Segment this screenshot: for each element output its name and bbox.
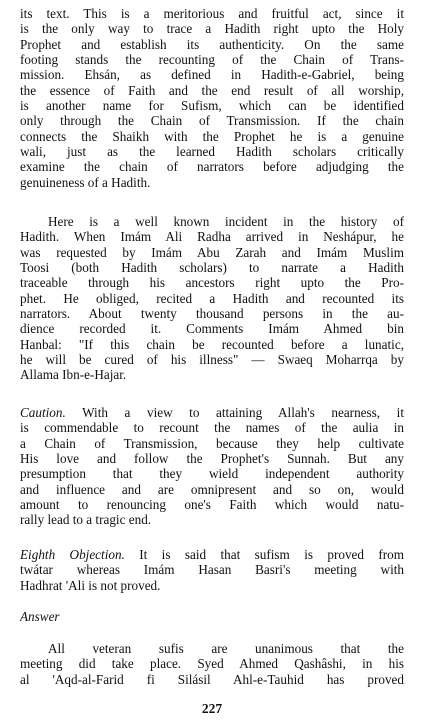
text-line [20,451,404,466]
line-text: only through the Chain of Transmission. If the chain [20,113,404,129]
text-line [20,367,404,382]
line-text: Hadhrat 'Ali is not proved. [20,577,161,593]
line-text: is another name for Sufism, which can be identified [20,97,404,113]
paragraph [20,6,404,190]
text-line [20,672,404,687]
text-line [20,306,404,321]
line-text: amount to renouncing one's Faith which would natu- [20,496,404,512]
text-line [20,512,404,527]
line-text: presumption that they wield independent authority [20,466,404,482]
line-text: Prophet and establish its authenticity. On the same [20,36,404,52]
text-line [20,37,404,52]
line-text: and influence and are omnipresent and so on, would [20,481,404,497]
text-line [20,641,404,656]
text-line [20,466,404,481]
line-text: dience recorded it. Comments Imám Ahmed bin [20,321,404,337]
line-text: Answer [20,609,60,624]
line-text: footing stands the recounting of the Chain of Trans- [20,51,404,67]
line-text: he will be cured of his illness" — Swaeq Moharrqa by [20,351,404,367]
line-text: was requested by Imám Abu Zarah and Imám Muslim [20,244,404,260]
line-text: Toosi (both Hadith scholars) to narrate a Hadith [20,259,404,275]
page-number: 227 [201,701,223,716]
text-line [20,656,404,671]
paragraph [20,405,404,528]
text-line [20,229,404,244]
text-line [20,578,404,593]
text-line [20,547,404,562]
line-text: connects the Shaikh with the Prophet he is a genuine [20,128,404,144]
text-line [20,420,404,435]
text-line [20,436,404,451]
lead-label: Caution. [20,405,66,420]
text-line [20,21,404,36]
text-line [20,214,404,229]
line-text: twátar whereas Imám Hasan Basri's meeting with [20,562,404,578]
line-text: mission. Ehsán, as defined in Hadith-e-Gabriel, being [20,67,404,83]
paragraph [20,547,404,593]
line-text: is commendable to recount the names of the aulia in [20,420,404,436]
line-text: Hanbal: "If this chain be recounted before a lunatic, [20,336,404,352]
line-text: is the only way to trace a Hadith right upto the Holy [20,21,404,37]
text-line [20,67,404,82]
text-line [20,321,404,336]
text-line [20,352,404,367]
line-text: Hadith. When Imám Ali Radha arrived in Neshápur, he [20,229,404,245]
text-line [20,129,404,144]
line-text: phet. He obliged, recited a Hadith and recounted its [20,290,404,306]
paragraph [20,609,404,624]
line-text: its text. This is a meritorious and fruitful act, since it [20,6,404,21]
text-line [20,260,404,275]
text-line [20,562,404,577]
line-text: the essence of Faith and the end result of all worship, [20,82,404,98]
line-text: wali, just as the learned Hadith scholars critically [20,143,404,159]
text-line [20,159,404,174]
text-line [20,245,404,260]
text-line [20,337,404,352]
text-line [20,497,404,512]
text-line [20,275,404,290]
line-text: Here is a well known incident in the history of [48,214,404,229]
line-text: His love and follow the Prophet's Sunnah. But any [20,450,404,466]
text-line [20,52,404,67]
text-line [20,405,404,420]
line-text: genuineness of a Hadith. [20,174,151,190]
line-text: narrators. About twenty thousand persons in the au- [20,305,404,321]
text-line [20,144,404,159]
line-text: All veteran sufis are unanimous that the [48,641,404,656]
paragraph [20,214,404,383]
text-line [20,6,404,21]
text-line [20,113,404,128]
line-text: examine the chain of narrators before adjudging the [20,159,404,175]
line-text: traceable through his ancestors right upto the Pro- [20,275,404,291]
line-text: al 'Aqd-al-Farid fi Silásil Ahl-e-Tauhid has proved [20,671,404,687]
line-text: With a view to attaining Allah's nearness, it [65,405,404,420]
line-text: It is said that sufism is proved from [124,547,404,562]
text-line [20,83,404,98]
line-text: Allama Ibn-e-Hajar. [20,367,127,383]
text-line [20,609,404,624]
text-line [20,98,404,113]
line-text: meeting did take place. Syed Ahmed Qashâshi, in his [20,656,404,672]
text-line [20,482,404,497]
line-text: a Chain of Transmission, because they help cultivate [20,435,404,451]
lead-label: Eighth Objection. [20,547,125,562]
line-text: rally lead to a tragic end. [20,512,152,528]
text-line [20,175,404,190]
text-line [20,291,404,306]
paragraph [20,641,404,687]
